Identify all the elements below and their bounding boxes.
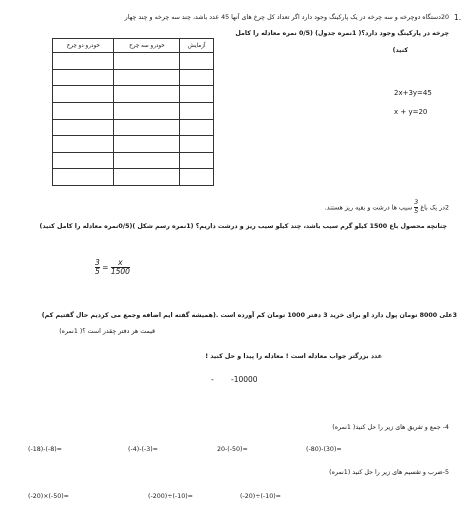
table-row [53, 102, 214, 119]
q1-line1: 20دستگاه دوچرخه و سه چرخه در یک پارکینگ وجود دارد اگر تعداد کل چرخ های آنها 45 عدد باشد، چند سه چرخه و چند چهار [124, 14, 449, 21]
q4-line1: 4- جمع و تفریق های زیر را حل کنید( 1نمره) [332, 424, 449, 431]
q5-item-1: (-20)×(-50)= [28, 493, 69, 500]
equation-1: 2x+3y=45 [394, 89, 432, 97]
q3-value: -10000 [231, 375, 258, 384]
q4-item-1: (-18)-(-8)= [28, 446, 62, 453]
table-row [53, 53, 214, 70]
table-row [53, 69, 214, 86]
q5-item-3: (-20)÷(-10)= [240, 493, 281, 500]
q4-item-2: (-4)-(-3)= [128, 446, 158, 453]
col-header-three-wheel: خودرو سه چرخ [114, 39, 180, 53]
q4-item-4: (-80)-(30)= [306, 446, 342, 453]
q3-line2: قیمت هر دفتر چقدر است ؟( 1نمره) [59, 328, 155, 335]
tally-table [52, 38, 214, 186]
table-row [53, 119, 214, 136]
q4-item-3: 20-(-50)= [217, 446, 248, 453]
q2-proportion: $\frac{3}{5}$ = $\frac{x}{1500}$ [95, 258, 130, 276]
table-row [53, 152, 214, 169]
q1-line3: کنید) [392, 47, 408, 54]
equation-2: x + y=20 [394, 108, 428, 116]
table-row [53, 86, 214, 103]
col-header-trial: آزمایش [180, 39, 214, 53]
q3-line3: عدد بزرگتر جواب معادله است ! معادله را پیدا و حل کنید ! [205, 353, 382, 360]
q5-line1: 5-ضرب و تقسیم های زیر را حل کنید (1نمره) [329, 469, 449, 476]
q1-number: 1. [454, 13, 462, 22]
table-row [53, 169, 214, 186]
q1-line2: چرخه در پارکینگ وجود دارد؟( 1نمره جدول) (0/5 نمره معادله را کامل [235, 30, 449, 37]
q3-line1: 3علی 8000 تومان پول دارد او برای خرید 3 دفتر 1000 تومان کم آورده است .(همیشه گفته ایم اضافه وجمع می کردیم حال گفتیم کم) [41, 312, 457, 319]
col-header-two-wheel: خودرو دو چرخ [53, 39, 114, 53]
q2-fraction: $\frac{3}{5}$ [414, 199, 419, 215]
q2-line2: چنانچه محصول باغ 1500 کیلو گرم سیب باشد، چند کیلو سیب ریز و درشت داریم؟ (1نمره رسم شکل )(0/5نمره معادله را کامل کنید) [39, 223, 447, 230]
table-row [53, 136, 214, 153]
q3-minus: - [211, 375, 214, 384]
q5-item-2: (-200)÷(-10)= [148, 493, 193, 500]
q2-line1: 2در یک باغ $\frac{3}{5}$ سیب ها درشت و بقیه ریز هستند. [324, 199, 449, 215]
